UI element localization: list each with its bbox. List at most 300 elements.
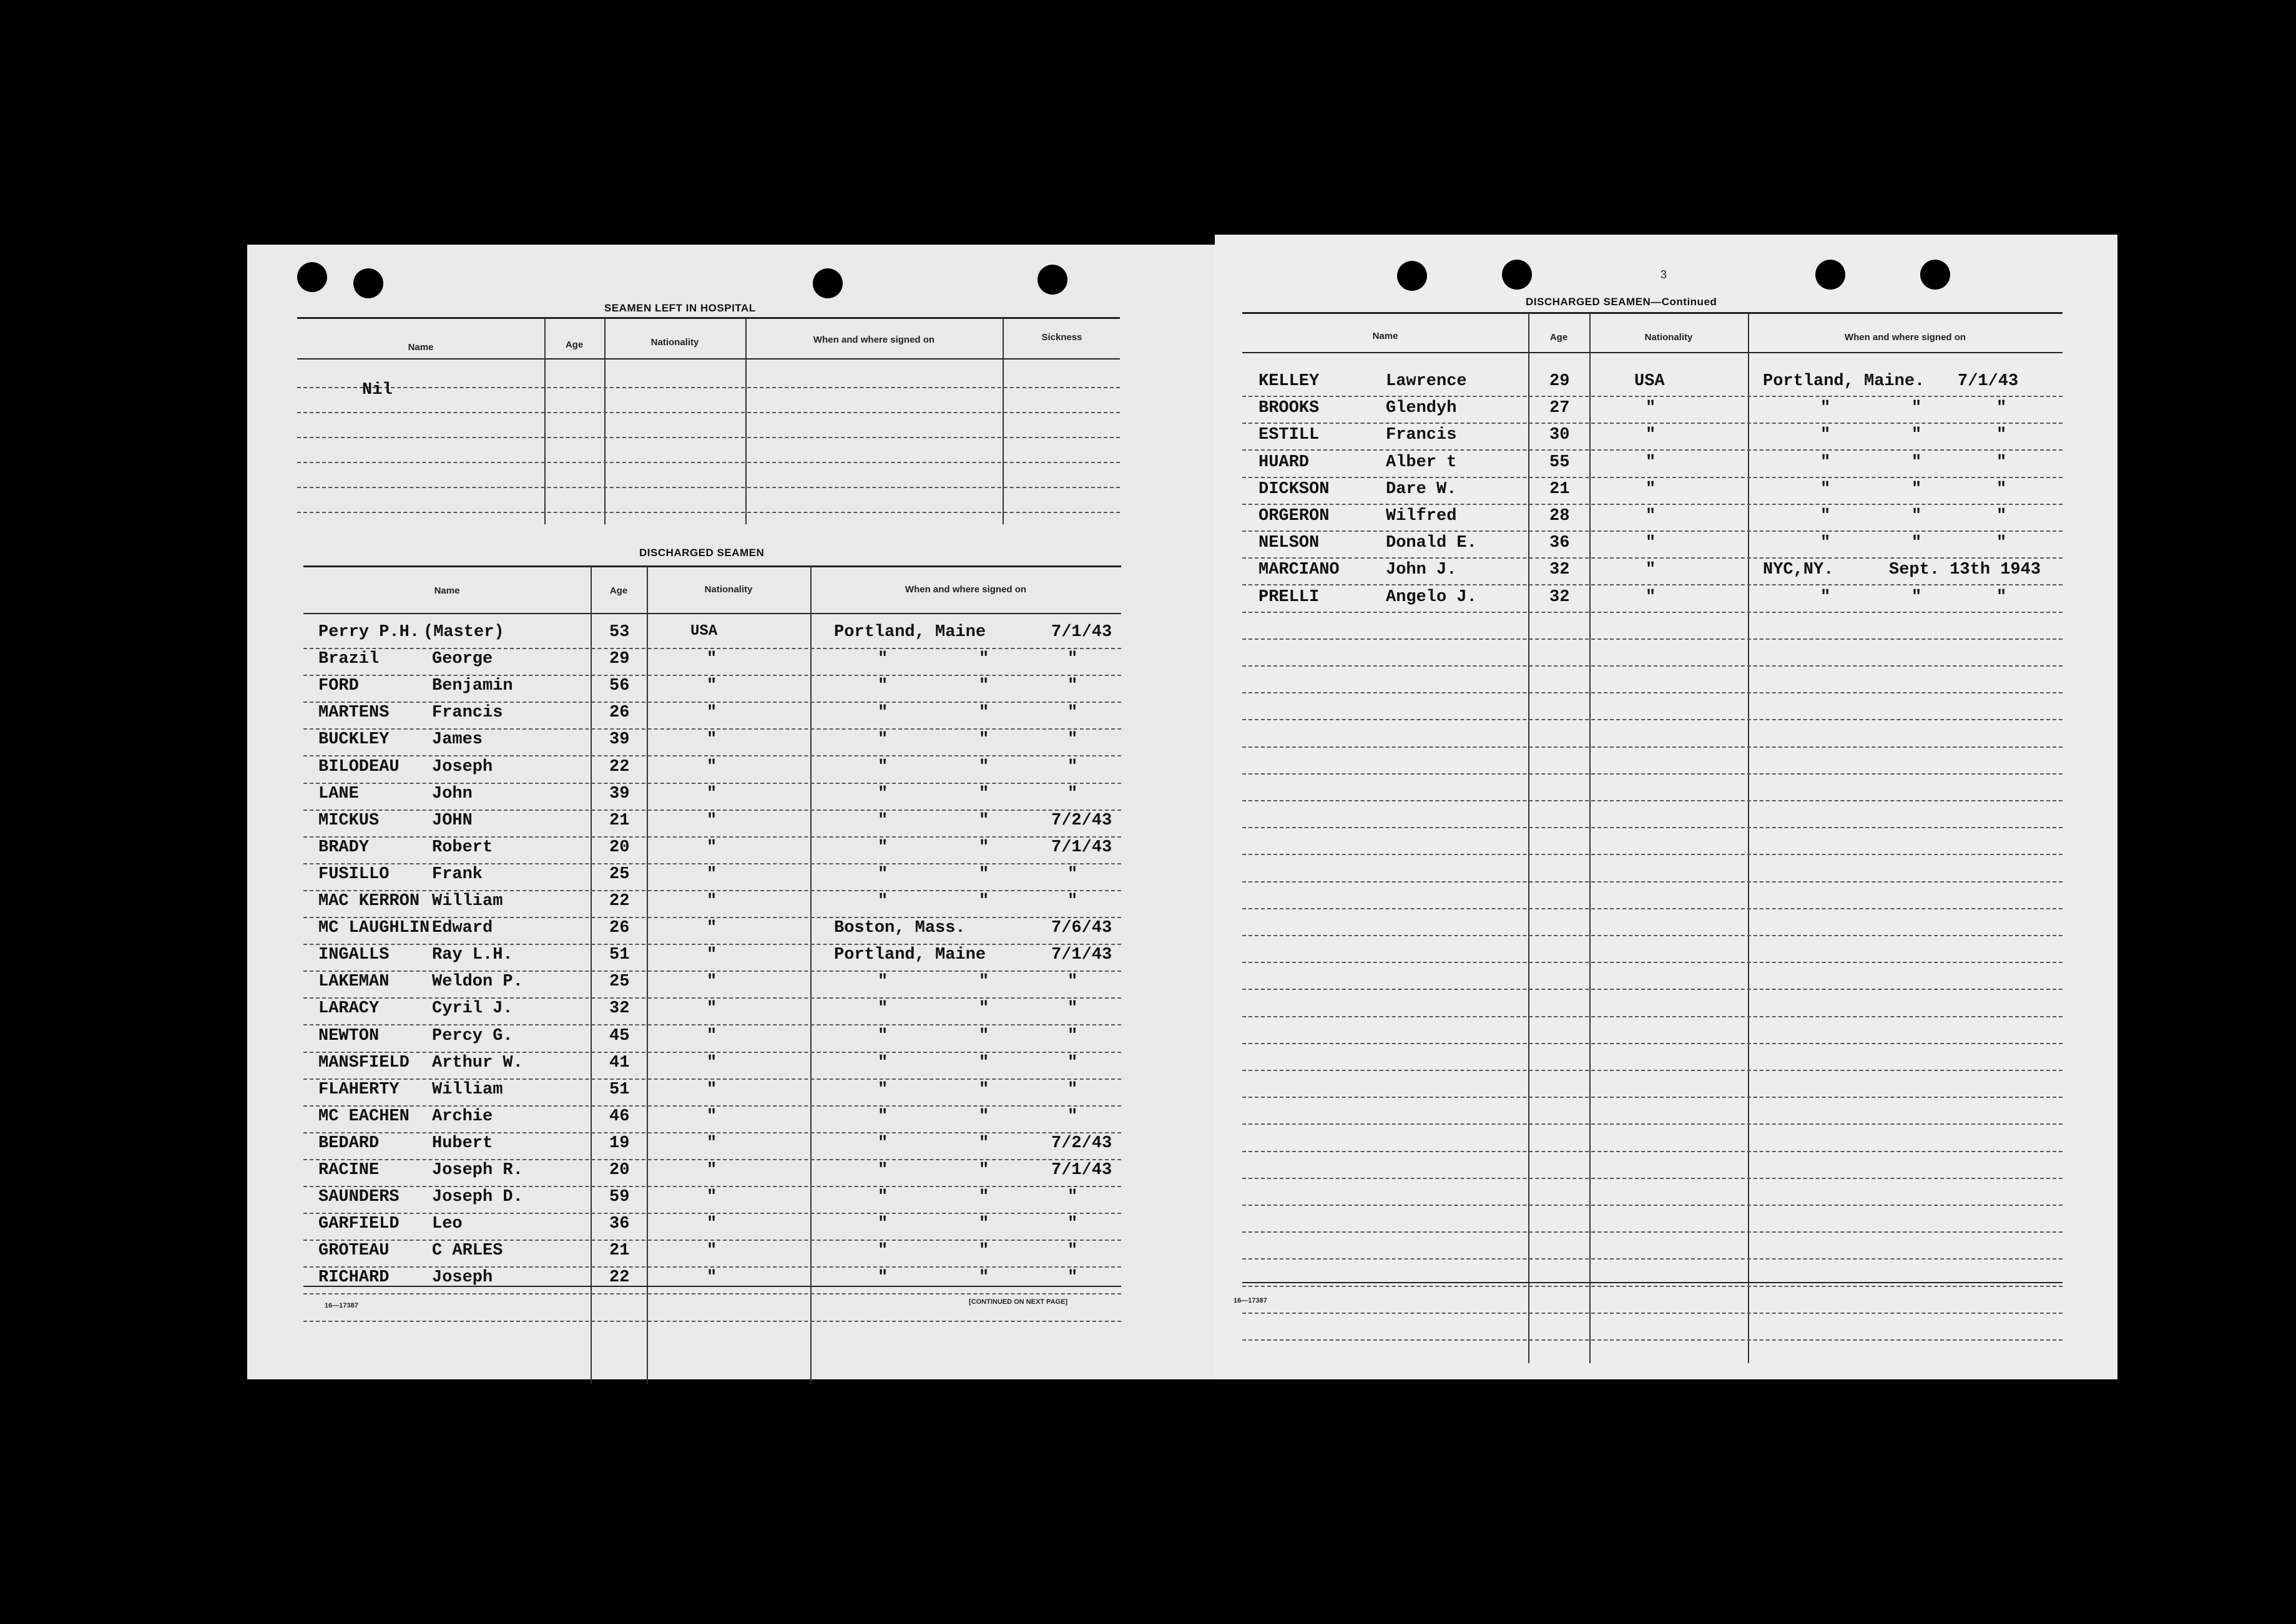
- row-rule: [303, 1079, 1121, 1080]
- seaman-nationality: ": [707, 650, 717, 668]
- signed-on-place: ": [878, 1188, 888, 1206]
- seaman-nationality: ": [1646, 426, 1656, 444]
- row-rule: [303, 1105, 1121, 1107]
- row-rule: [303, 1186, 1121, 1187]
- seaman-nationality: ": [707, 1268, 717, 1287]
- seaman-age: 51: [609, 1080, 630, 1099]
- seaman-nationality: ": [707, 1241, 717, 1260]
- seaman-age: 36: [1549, 534, 1570, 552]
- signed-on-date: ": [1996, 399, 2007, 418]
- signed-on-place-ditto: ": [979, 1027, 989, 1045]
- signed-on-date: Sept. 13th 1943: [1889, 560, 2041, 579]
- row-rule: [1242, 584, 2063, 585]
- seaman-last-name: MAC KERRON: [318, 892, 420, 911]
- signed-on-date: 7/2/43: [1051, 811, 1112, 830]
- seaman-age: 28: [1549, 507, 1570, 526]
- seaman-first-name: Robert: [432, 838, 493, 857]
- row-rule: [1242, 531, 2063, 532]
- signed-on-place-ditto: ": [979, 865, 989, 884]
- seaman-last-name: KELLEY: [1258, 372, 1320, 391]
- seaman-first-name: Edward: [432, 919, 493, 937]
- row-rule: [303, 1132, 1121, 1133]
- signed-on-date: ": [1067, 1188, 1078, 1206]
- row-rule: [1242, 449, 2063, 451]
- seaman-age: 39: [609, 785, 630, 803]
- discharged-title: DISCHARGED SEAMEN: [639, 547, 765, 559]
- row-rule: [303, 944, 1121, 945]
- signed-on-date: ": [1067, 1241, 1078, 1260]
- seaman-last-name: GARFIELD: [318, 1215, 400, 1233]
- seaman-first-name: C ARLES: [432, 1241, 503, 1260]
- seaman-first-name: Glendyh: [1386, 399, 1457, 418]
- row-rule: [303, 890, 1121, 891]
- row-rule: [1242, 1339, 2063, 1341]
- signed-on-place: ": [878, 1080, 888, 1099]
- row-rule: [1242, 989, 2063, 990]
- seaman-last-name: Brazil: [318, 650, 380, 668]
- seaman-last-name: BRADY: [318, 838, 370, 857]
- header-name: Name: [1372, 331, 1398, 341]
- seaman-nationality: ": [707, 677, 717, 695]
- header-signed-on: When and where signed on: [1844, 332, 1966, 343]
- seaman-last-name: SAUNDERS: [318, 1188, 400, 1206]
- seaman-last-name: MICKUS: [318, 811, 380, 830]
- seaman-last-name: GROTEAU: [318, 1241, 390, 1260]
- signed-on-place-ditto: ": [1911, 453, 1922, 472]
- signed-on-place: ": [1820, 399, 1831, 418]
- row-rule: [303, 1293, 1121, 1294]
- header-signed-on: When and where signed on: [813, 335, 935, 345]
- signed-on-place: ": [1820, 534, 1831, 552]
- signed-on-place: ": [878, 1268, 888, 1287]
- seaman-last-name: FUSILLO: [318, 865, 390, 884]
- seaman-nationality: ": [707, 703, 717, 722]
- seaman-last-name: Perry P.H.: [318, 623, 420, 642]
- continued-note: [CONTINUED ON NEXT PAGE]: [969, 1298, 1068, 1306]
- signed-on-place: ": [878, 785, 888, 803]
- seaman-first-name: Joseph: [432, 1268, 493, 1287]
- row-rule: [303, 1159, 1121, 1160]
- signed-on-place: ": [878, 703, 888, 722]
- signed-on-place: ": [1820, 453, 1831, 472]
- row-rule: [303, 675, 1121, 676]
- seaman-age: 22: [609, 892, 630, 911]
- signed-on-place: ": [878, 758, 888, 776]
- row-rule: [303, 863, 1121, 864]
- row-rule: [1242, 1123, 2063, 1125]
- seaman-first-name: Francis: [1386, 426, 1457, 444]
- signed-on-date: ": [1067, 1215, 1078, 1233]
- signed-on-place-ditto: ": [979, 1080, 989, 1099]
- header-nationality: Nationality: [650, 337, 699, 348]
- row-rule: [303, 728, 1121, 730]
- seaman-age: 22: [609, 1268, 630, 1287]
- signed-on-place-ditto: ": [979, 999, 989, 1018]
- signed-on-date: ": [1067, 650, 1078, 668]
- seaman-nationality: ": [707, 1080, 717, 1099]
- seaman-first-name: Archie: [432, 1107, 493, 1126]
- seaman-age: 53: [609, 623, 630, 642]
- signed-on-place: ": [878, 1215, 888, 1233]
- signed-on-date: ": [1067, 972, 1078, 991]
- seaman-last-name: MARCIANO: [1258, 560, 1340, 579]
- row-rule: [1242, 854, 2063, 855]
- seaman-first-name: Hubert: [432, 1134, 493, 1153]
- seaman-last-name: NEWTON: [318, 1027, 380, 1045]
- seaman-nationality: ": [707, 1107, 717, 1126]
- row-rule: [1242, 1313, 2063, 1314]
- seaman-nationality: ": [1646, 399, 1656, 418]
- seaman-age: 20: [609, 1161, 630, 1180]
- seaman-nationality: ": [707, 1161, 717, 1180]
- seaman-first-name: Wilfred: [1386, 507, 1457, 526]
- seaman-last-name: MARTENS: [318, 703, 390, 722]
- left-page: [247, 245, 1219, 1379]
- signed-on-place: Boston, Mass.: [834, 919, 966, 937]
- seaman-first-name: JOHN: [432, 811, 473, 830]
- signed-on-date: ": [1067, 1027, 1078, 1045]
- signed-on-place: ": [878, 1107, 888, 1126]
- seaman-first-name: Joseph D.: [432, 1188, 523, 1206]
- signed-on-date: ": [1067, 1268, 1078, 1287]
- seaman-first-name: (Master): [423, 623, 504, 642]
- row-rule: [1242, 908, 2063, 909]
- signed-on-place: ": [1820, 480, 1831, 499]
- seaman-last-name: PRELLI: [1258, 588, 1320, 607]
- row-rule: [1242, 1286, 2063, 1287]
- signed-on-place: ": [878, 1134, 888, 1153]
- row-rule: [1242, 557, 2063, 559]
- seaman-first-name: Alber t: [1386, 453, 1457, 472]
- signed-on-place-ditto: ": [979, 1161, 989, 1180]
- row-rule: [1242, 827, 2063, 828]
- signed-on-place: ": [1820, 588, 1831, 607]
- row-rule: [1242, 1205, 2063, 1206]
- punch-hole: [353, 268, 383, 298]
- seaman-age: 25: [609, 972, 630, 991]
- header-name: Name: [408, 342, 434, 353]
- row-rule: [1242, 773, 2063, 775]
- seaman-first-name: Joseph: [432, 758, 493, 776]
- seaman-age: 22: [609, 758, 630, 776]
- row-rule: [1242, 665, 2063, 667]
- seaman-last-name: INGALLS: [318, 946, 390, 964]
- row-rule: [303, 648, 1121, 649]
- seaman-nationality: ": [1646, 480, 1656, 499]
- seaman-age: 26: [609, 919, 630, 937]
- signed-on-date: ": [1996, 453, 2007, 472]
- seaman-last-name: NELSON: [1258, 534, 1320, 552]
- row-rule: [1242, 1016, 2063, 1017]
- seaman-nationality: ": [707, 1027, 717, 1045]
- signed-on-place-ditto: ": [1911, 534, 1922, 552]
- signed-on-place-ditto: ": [979, 677, 989, 695]
- punch-hole: [1815, 260, 1845, 290]
- punch-hole: [1502, 260, 1532, 290]
- seaman-age: 36: [609, 1215, 630, 1233]
- seaman-nationality: ": [707, 972, 717, 991]
- seaman-age: 51: [609, 946, 630, 964]
- signed-on-place-ditto: ": [979, 730, 989, 749]
- row-rule: [1242, 396, 2063, 397]
- seaman-first-name: Percy G.: [432, 1027, 513, 1045]
- signed-on-place: ": [878, 999, 888, 1018]
- seaman-last-name: FORD: [318, 677, 359, 695]
- row-rule: [303, 1052, 1121, 1053]
- signed-on-place: ": [1820, 507, 1831, 526]
- row-rule: [1242, 746, 2063, 748]
- discharged-continued-title: DISCHARGED SEAMEN—Continued: [1526, 296, 1717, 308]
- signed-on-date: ": [1067, 1107, 1078, 1126]
- signed-on-place-ditto: ": [979, 785, 989, 803]
- row-rule: [1242, 800, 2063, 801]
- signed-on-date: ": [1996, 480, 2007, 499]
- row-rule: [1242, 423, 2063, 424]
- signed-on-place-ditto: ": [979, 1215, 989, 1233]
- seaman-age: 25: [609, 865, 630, 884]
- punch-hole: [297, 262, 327, 292]
- row-rule: [1242, 1231, 2063, 1233]
- row-rule: [303, 836, 1121, 838]
- signed-on-place: ": [878, 892, 888, 911]
- signed-on-place: ": [1820, 426, 1831, 444]
- seaman-first-name: John J.: [1386, 560, 1457, 579]
- seaman-nationality: ": [707, 811, 717, 830]
- seaman-age: 27: [1549, 399, 1570, 418]
- row-rule: [1242, 719, 2063, 720]
- row-rule: [303, 702, 1121, 703]
- row-rule: [1242, 962, 2063, 963]
- seaman-nationality: ": [707, 999, 717, 1018]
- seaman-first-name: John: [432, 785, 473, 803]
- seaman-nationality: ": [707, 865, 717, 884]
- header-nationality: Nationality: [704, 584, 753, 595]
- signed-on-date: ": [1067, 892, 1078, 911]
- signed-on-place: ": [878, 730, 888, 749]
- signed-on-date: 7/1/43: [1051, 623, 1112, 642]
- signed-on-date: ": [1067, 703, 1078, 722]
- seaman-age: 56: [609, 677, 630, 695]
- seaman-age: 21: [609, 811, 630, 830]
- header-age: Age: [609, 585, 628, 596]
- seaman-last-name: MC LAUGHLIN: [318, 919, 430, 937]
- seaman-nationality: ": [1646, 453, 1656, 472]
- signed-on-place: ": [878, 865, 888, 884]
- seaman-last-name: LANE: [318, 785, 359, 803]
- row-rule: [303, 1321, 1121, 1322]
- signed-on-date: ": [1067, 677, 1078, 695]
- seaman-age: 55: [1549, 453, 1570, 472]
- seaman-last-name: ORGERON: [1258, 507, 1330, 526]
- seaman-nationality: ": [707, 758, 717, 776]
- seaman-age: 46: [609, 1107, 630, 1126]
- signed-on-date: ": [1996, 588, 2007, 607]
- seaman-last-name: DICKSON: [1258, 480, 1330, 499]
- row-rule: [303, 917, 1121, 918]
- signed-on-place-ditto: ": [1911, 507, 1922, 526]
- signed-on-date: ": [1067, 999, 1078, 1018]
- row-rule: [303, 783, 1121, 784]
- seaman-age: 59: [609, 1188, 630, 1206]
- signed-on-date: ": [1996, 507, 2007, 526]
- seaman-last-name: ESTILL: [1258, 426, 1320, 444]
- seaman-first-name: Benjamin: [432, 677, 513, 695]
- seaman-nationality: ": [1646, 534, 1656, 552]
- row-rule: [1242, 1043, 2063, 1044]
- form-number: 16—17387: [1234, 1297, 1267, 1304]
- signed-on-place: ": [878, 838, 888, 857]
- seaman-age: 26: [609, 703, 630, 722]
- signed-on-place-ditto: ": [979, 1268, 989, 1287]
- signed-on-place-ditto: ": [979, 650, 989, 668]
- form-number: 16—17387: [325, 1302, 358, 1309]
- punch-hole: [1038, 265, 1067, 295]
- row-rule: [1242, 638, 2063, 640]
- header-age: Age: [565, 340, 584, 350]
- seaman-last-name: RICHARD: [318, 1268, 390, 1287]
- seaman-last-name: BILODEAU: [318, 758, 400, 776]
- signed-on-date: ": [1996, 534, 2007, 552]
- seaman-nationality: USA: [1634, 372, 1665, 391]
- row-rule: [1242, 504, 2063, 505]
- signed-on-date: ": [1067, 785, 1078, 803]
- seaman-first-name: Ray L.H.: [432, 946, 513, 964]
- signed-on-place-ditto: ": [979, 972, 989, 991]
- punch-hole: [1397, 261, 1427, 291]
- row-rule: [1242, 1258, 2063, 1260]
- seaman-first-name: Francis: [432, 703, 503, 722]
- seaman-last-name: LARACY: [318, 999, 380, 1018]
- seaman-age: 21: [1549, 480, 1570, 499]
- seaman-age: 32: [609, 999, 630, 1018]
- signed-on-place: NYC,NY.: [1763, 560, 1834, 579]
- header-sickness: Sickness: [1041, 332, 1082, 343]
- seaman-last-name: RACINE: [318, 1161, 380, 1180]
- row-rule: [303, 1240, 1121, 1241]
- page-number: 3: [1661, 268, 1667, 281]
- signed-on-place: ": [878, 677, 888, 695]
- signed-on-place-ditto: ": [1911, 399, 1922, 418]
- seaman-nationality: ": [1646, 560, 1656, 579]
- signed-on-date: 7/1/43: [1051, 838, 1112, 857]
- header-age: Age: [1549, 332, 1568, 343]
- seaman-first-name: James: [432, 730, 483, 749]
- signed-on-place: ": [878, 1241, 888, 1260]
- seaman-first-name: Frank: [432, 865, 483, 884]
- punch-hole: [813, 268, 843, 298]
- seaman-nationality: ": [707, 919, 717, 937]
- seaman-age: 30: [1549, 426, 1570, 444]
- row-rule: [303, 1024, 1121, 1025]
- row-rule: [1242, 935, 2063, 936]
- row-rule: [303, 1213, 1121, 1214]
- row-rule: [1242, 1178, 2063, 1179]
- row-rule: [1242, 692, 2063, 693]
- signed-on-place-ditto: ": [979, 1054, 989, 1072]
- seaman-nationality: ": [707, 730, 717, 749]
- signed-on-place: Portland, Maine.: [1763, 372, 1925, 391]
- seaman-nationality: ": [707, 1134, 717, 1153]
- header-name: Name: [434, 585, 460, 596]
- seaman-first-name: Cyril J.: [432, 999, 513, 1018]
- signed-on-place-ditto: ": [979, 1134, 989, 1153]
- row-rule: [1242, 477, 2063, 478]
- signed-on-place: ": [878, 811, 888, 830]
- seaman-last-name: MANSFIELD: [318, 1054, 410, 1072]
- signed-on-date: 7/1/43: [1051, 946, 1112, 964]
- seaman-age: 39: [609, 730, 630, 749]
- seaman-age: 41: [609, 1054, 630, 1072]
- seaman-age: 20: [609, 838, 630, 857]
- seaman-nationality: ": [707, 1054, 717, 1072]
- seaman-first-name: Arthur W.: [432, 1054, 523, 1072]
- signed-on-date: ": [1067, 730, 1078, 749]
- seaman-first-name: Leo: [432, 1215, 463, 1233]
- seaman-first-name: George: [432, 650, 493, 668]
- signed-on-date: ": [1067, 758, 1078, 776]
- seaman-last-name: BEDARD: [318, 1134, 380, 1153]
- signed-on-date: ": [1996, 426, 2007, 444]
- signed-on-place: ": [878, 1161, 888, 1180]
- header-signed-on: When and where signed on: [905, 584, 1027, 595]
- header-nationality: Nationality: [1644, 332, 1693, 343]
- seaman-last-name: FLAHERTY: [318, 1080, 400, 1099]
- seaman-first-name: Weldon P.: [432, 972, 523, 991]
- signed-on-date: ": [1067, 865, 1078, 884]
- seaman-nationality: USA: [690, 623, 718, 640]
- right-page: [1215, 235, 2117, 1379]
- signed-on-place-ditto: ": [979, 758, 989, 776]
- signed-on-place: Portland, Maine: [834, 946, 986, 964]
- hospital-title: SEAMEN LEFT IN HOSPITAL: [604, 302, 756, 314]
- row-rule: [303, 810, 1121, 811]
- seaman-nationality: ": [1646, 588, 1656, 607]
- seaman-first-name: William: [432, 1080, 503, 1099]
- row-rule: [303, 997, 1121, 999]
- signed-on-place-ditto: ": [979, 811, 989, 830]
- row-rule: [1242, 1097, 2063, 1098]
- signed-on-place-ditto: ": [979, 892, 989, 911]
- row-rule: [1242, 1070, 2063, 1071]
- row-rule: [303, 1266, 1121, 1268]
- seaman-first-name: Angelo J.: [1386, 588, 1477, 607]
- row-rule: [303, 755, 1121, 756]
- seaman-nationality: ": [707, 946, 717, 964]
- signed-on-date: 7/1/43: [1051, 1161, 1112, 1180]
- signed-on-date: 7/2/43: [1051, 1134, 1112, 1153]
- seaman-age: 32: [1549, 588, 1570, 607]
- punch-hole: [1920, 260, 1950, 290]
- seaman-nationality: ": [1646, 507, 1656, 526]
- signed-on-place-ditto: ": [979, 838, 989, 857]
- signed-on-date: ": [1067, 1054, 1078, 1072]
- seaman-last-name: BUCKLEY: [318, 730, 390, 749]
- signed-on-place: ": [878, 1027, 888, 1045]
- row-rule: [1242, 881, 2063, 883]
- seaman-age: 45: [609, 1027, 630, 1045]
- seaman-age: 19: [609, 1134, 630, 1153]
- signed-on-place-ditto: ": [979, 1241, 989, 1260]
- seaman-age: 29: [1549, 372, 1570, 391]
- seaman-first-name: Joseph R.: [432, 1161, 523, 1180]
- row-rule: [1242, 1151, 2063, 1152]
- seaman-age: 29: [609, 650, 630, 668]
- signed-on-place-ditto: ": [1911, 426, 1922, 444]
- seaman-first-name: Donald E.: [1386, 534, 1477, 552]
- signed-on-place-ditto: ": [1911, 588, 1922, 607]
- signed-on-place-ditto: ": [979, 703, 989, 722]
- row-rule: [1242, 612, 2063, 613]
